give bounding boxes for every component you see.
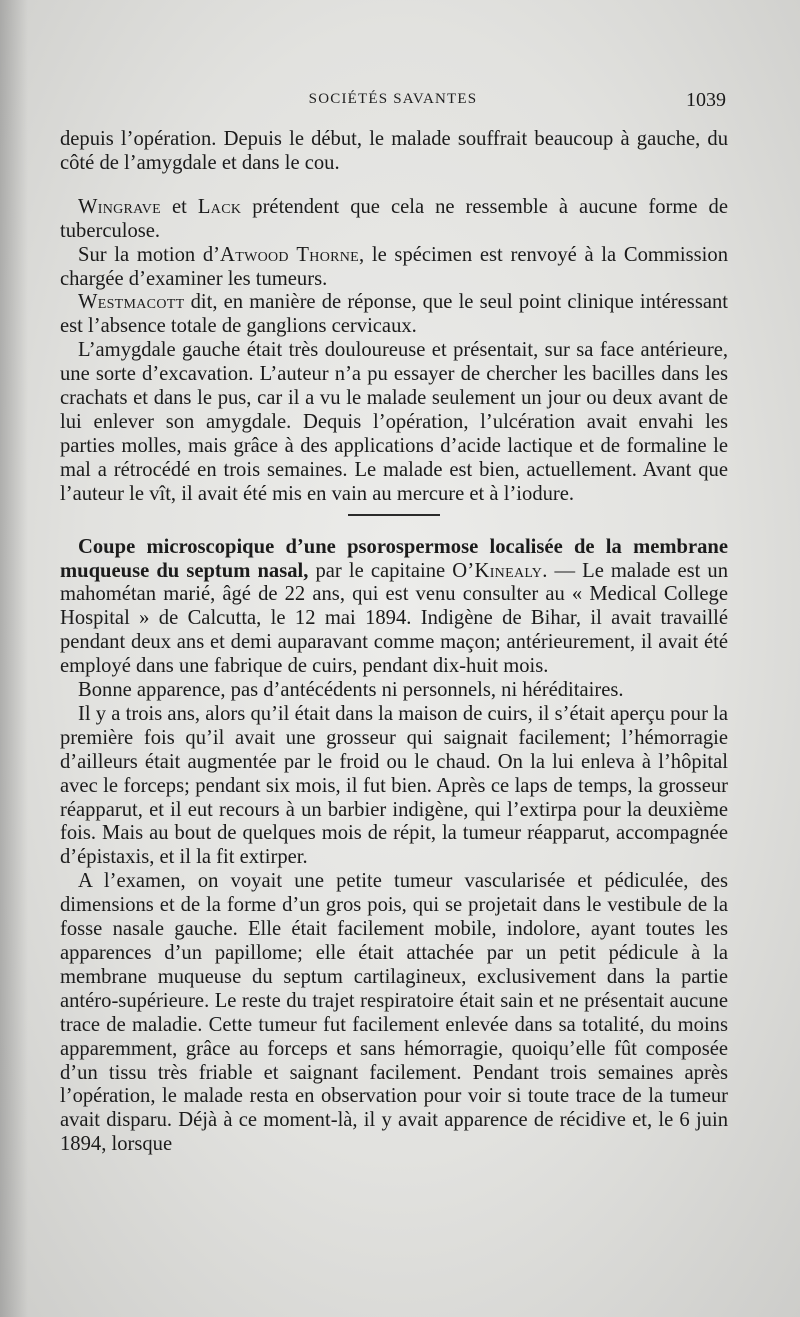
paragraph-amygdale: L’amygdale gauche était très douloureuse et présentait, sur sa face antérieure, une sorte d’excavation. L’auteur n’a pu essayer de chercher les bacilles dans les crachats et dans le pus, car il a vu le malade seulement un jour ou deux avant de lui enlever son amygdale. Dequis l’opération, l’ulcération avait envahi les parties molles, mais grâce à des applications d’acide lactique et de formaline le mal a rétrocédé en trois semaines. Le malade est bien, actuellement. Avant que l’auteur le vît, il avait été mis en vain au mercure et à l’iodure. <box>60 339 728 505</box>
author-name-atwood-thorne: Atwood Thorne <box>220 243 360 266</box>
text-segment: et <box>161 195 198 218</box>
running-head: SOCIÉTÉS SAVANTES <box>308 91 478 107</box>
author-name-westmacott: Westmacott <box>78 291 185 314</box>
page-body <box>60 128 728 1157</box>
paragraph-section-title <box>60 536 728 679</box>
text-segment: par le capitaine <box>308 559 453 582</box>
section-divider <box>348 514 440 516</box>
text-segment: Sur la motion d’ <box>78 243 221 266</box>
paragraph-history: Il y a trois ans, alors qu’il était dans la maison de cuirs, il s’était aperçu pour la première fois qu’il avait une grosseur qui saignait facilement; l’hémorragie d’ailleurs était augmentée par le froid ou le chaud. On la lui enleva à l’hôpital avec le forceps; pendant six mois, il fut bien. Après ce laps de temps, la grosseur réapparut, et il eut recours à un barbier indigène, qui l’extirpa pour la deuxième fois. Mais au bout de quelques mois de répit, la tumeur réapparut, accompagnée d’épistaxis, et il la fit extirper. <box>60 702 728 869</box>
paragraph-apparence: Bonne apparence, pas d’antécédents ni personnels, ni héréditaires. <box>78 679 624 702</box>
text-segment: . — Le malade est un mahométan marié, âgé de 22 ans, qui est venu consulter au « Medical College Hospital » de Calcutta, le 12 mai 1894. Indigène de Bihar, il avait travaillé pendant deux ans et demi auparavant comme maçon; antérieurement, il avait été employé dans une fabrique de cuirs, pendant dix-huit mois. <box>60 559 729 678</box>
text-segment: , le spécimen est renvoyé à la Commission chargée d’examiner les tumeurs. <box>60 243 728 290</box>
author-name-okinealy: O’Kinealy <box>452 559 543 582</box>
paragraph-motion <box>60 244 728 292</box>
text-segment: dit, en manière de réponse, que le seul point clinique intéressant est l’absence totale de ganglions cervicaux. <box>60 291 728 338</box>
page-gutter-shadow <box>0 0 28 1317</box>
paragraph-continuation: depuis l’opération. Depuis le début, le malade souffrait beaucoup à gauche, du côté de l’amygdale et dans le cou. <box>60 128 728 174</box>
paragraph-examen: A l’examen, on voyait une petite tumeur vascularisée et pédiculée, des dimensions et de la forme d’un gros pois, qui se projetait dans le vestibule de la fosse nasale gauche. Elle était facilement mobile, indolore, ayant toutes les apparences d’un papillome; elle était attachée par un petit pédicule à la membrane muqueuse du septum cartilagineux, exclusivement dans la partie antéro-supérieure. Le reste du trajet respiratoire était sain et ne présentait aucune trace de maladie. Cette tumeur fut facilement enlevée dans sa totalité, du moins apparemment, grâce au forceps et sans hémorragie, quoiqu’elle fût composée d’un tissu très friable et saignant facilement. Pendant trois semaines après l’opération, le malade resta en observation pour voir si toute trace de la tumeur avait disparu. Déjà à ce moment-là, il y avait apparence de récidive et, le 6 juin 1894, lorsque <box>60 870 728 1156</box>
page-number: 1039 <box>686 89 726 111</box>
page-header <box>60 91 726 115</box>
paragraph-westmacott <box>60 291 728 339</box>
paragraph-wingrave-lack <box>60 196 728 244</box>
author-name-lack: Lack <box>197 195 242 218</box>
author-name-wingrave: Wingrave <box>78 195 162 218</box>
section-title: Coupe microscopique d’une psorospermose localisée de la membrane muqueuse du septum nasal, <box>60 535 728 582</box>
text-segment: prétendent que cela ne ressemble à aucune forme de tuberculose. <box>60 195 728 242</box>
